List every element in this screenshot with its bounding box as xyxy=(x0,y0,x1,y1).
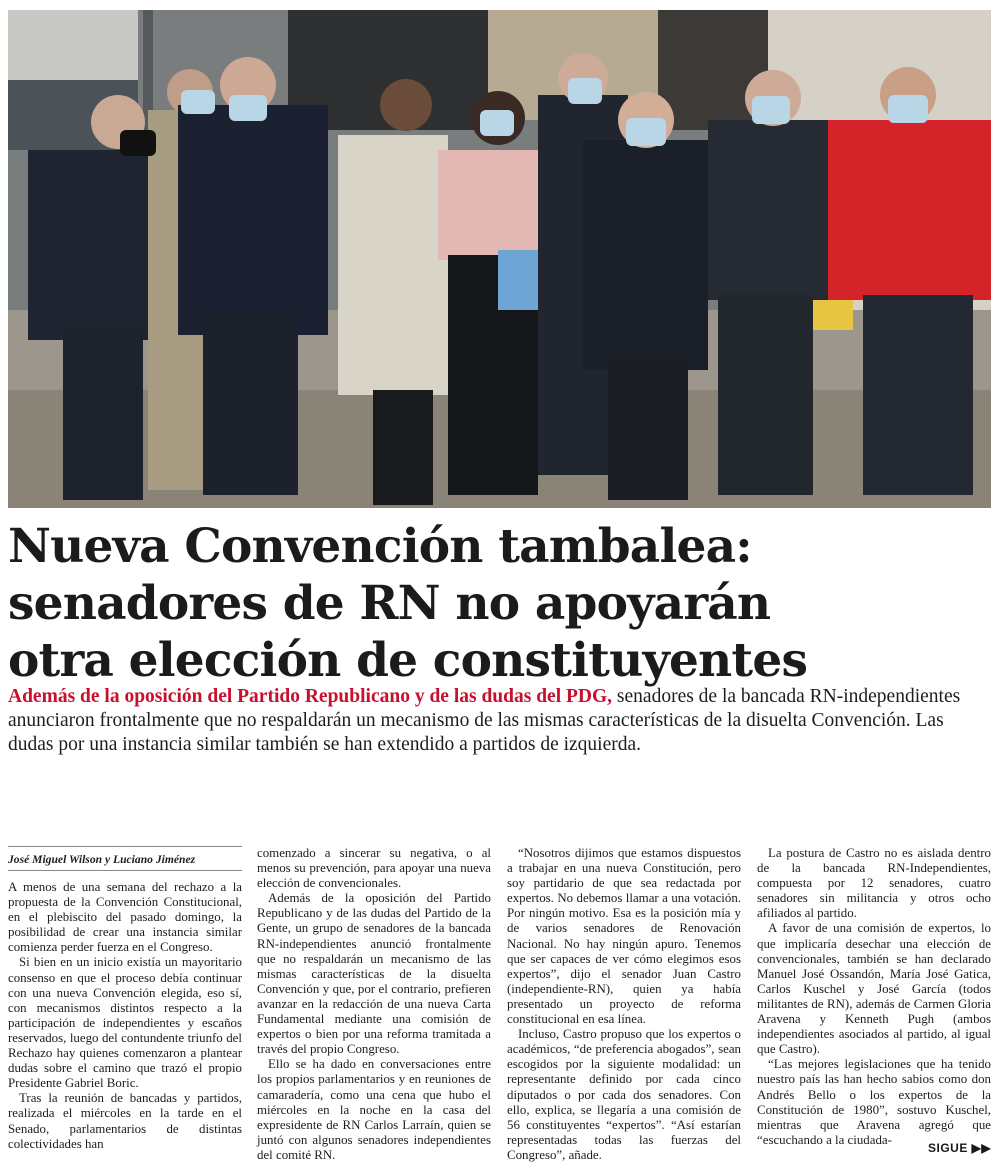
paragraph: Si bien en un inicio existía un mayoritario consenso en que el proceso debía continuar con una nueva Convención elegida, eso sí, con mecanismos distintos respecto a la participación de independientes y escaños reservados, luego del contundente triunfo del Rechazo hay quienes comenzaron a plantear dudas sobre el camino que trazó el propio Presidente Gabriel Boric. xyxy=(8,955,242,1091)
paragraph: A favor de una comisión de expertos, lo que implicaría desechar una elección de convencionales, también se han declarado Manuel José Ossandón, María José Gatica, Carlos Kuschel y José García (todos militantes de RN), además de Carmen Gloria Aravena y Kenneth Pugh (ambos independientes asociados al partido, al igual que Castro). xyxy=(757,921,991,1057)
lede-text: senadores de la bancada RN-independientes anunciaron frontalmente que no respaldarán un mecanismo de las mismas características de la disuelta Convención. Las dudas por una instancia similar también se han extendido a partidos de izquierda. xyxy=(8,686,961,755)
column-3 xyxy=(507,846,741,1163)
paragraph: comenzado a sincerar su negativa, o al menos su prevención, para apoyar una nueva elección de convencionales. xyxy=(257,846,491,891)
paragraph: Además de la oposición del Partido Republicano y de las dudas del Partido de la Gente, un grupo de senadores de la bancada RN-independientes anunció frontalmente que no respaldarán un mecanismo de las mismas características de la disuelta Convención y que, por el contrario, prefieren avanzar en la redacción de una nueva Carta Fundamental mediante una comisión de expertos o bien por una reforma tramitada a través del propio Congreso. xyxy=(257,891,491,1057)
headline xyxy=(8,518,988,689)
paragraph: A menos de una semana del rechazo a la propuesta de la Convención Constitucional, en el plebiscito del pasado domingo, la posibilidad de crear una instancia similar comienza perder fuerza en el Congreso. xyxy=(8,880,242,955)
paragraph: “Nosotros dijimos que estamos dispuestos a trabajar en una nueva Constitución, pero soy partidario de que sea redactada por expertos. No debemos llamar a una votación. Por ningún motivo. Esa es la posición mía y de varios senadores de Renovación Nacional. No hay ningún apuro. Tenemos que ser capaces de ver cómo elegimos esos expertos”, dijo el senador Juan Castro (independiente-RN), quien ya había presentado un proyecto de reforma constitucional en esa línea. xyxy=(507,846,741,1027)
paragraph: Incluso, Castro propuso que los expertos o académicos, “de preferencia abogados”, sean escogidos por la siguiente modalidad: un representante definido por cada cinco diputados o por cada dos senadores. Con ello, explica, se llegaría a una comisión de 56 constituyentes “expertos”. “Así estarían representadas todas las fuerzas del Congreso”, añade. xyxy=(507,1027,741,1162)
paragraph: Ello se ha dado en conversaciones entre los propios parlamentarios y en reuniones de camaradería, como una cena que hubo el miércoles en la noche en la casa del expresidente de RN Carlos Larraín, quien se juntó con algunos senadores independientes del comité RN. xyxy=(257,1057,491,1162)
lead-photo xyxy=(8,10,991,508)
headline-line-3: otra elección de constituyentes xyxy=(8,633,808,688)
column-4 xyxy=(757,846,991,1148)
byline: José Miguel Wilson y Luciano Jiménez xyxy=(8,846,242,871)
paragraph: La postura de Castro no es aislada dentro de la bancada RN-Independientes, compuesta por 12 senadores, cuatro senadores sin militancia y otros ocho afiliados al partido. xyxy=(757,846,991,921)
headline-line-1: Nueva Convención tambalea: xyxy=(8,519,752,574)
column-2 xyxy=(257,846,491,1163)
paragraph: Tras la reunión de bancadas y partidos, realizada el miércoles en la tarde en el Senado, parlamentarios de distintas colectividades han xyxy=(8,1091,242,1151)
continue-label: SIGUE ▶▶ xyxy=(928,1141,992,1155)
lede xyxy=(8,685,993,757)
column-1 xyxy=(8,846,242,1152)
headline-line-2: senadores de RN no apoyarán xyxy=(8,576,771,631)
paragraph: “Las mejores legislaciones que ha tenido nuestro país las han hecho sabios como don Andrés Bello o los expertos de la Constitución de 1980”, sostuvo Kuschel, mientras que Aravena agregó que “escuchando a la ciudada- xyxy=(757,1057,991,1147)
lede-kicker: Además de la oposición del Partido Republicano y de las dudas del PDG, xyxy=(8,686,613,707)
